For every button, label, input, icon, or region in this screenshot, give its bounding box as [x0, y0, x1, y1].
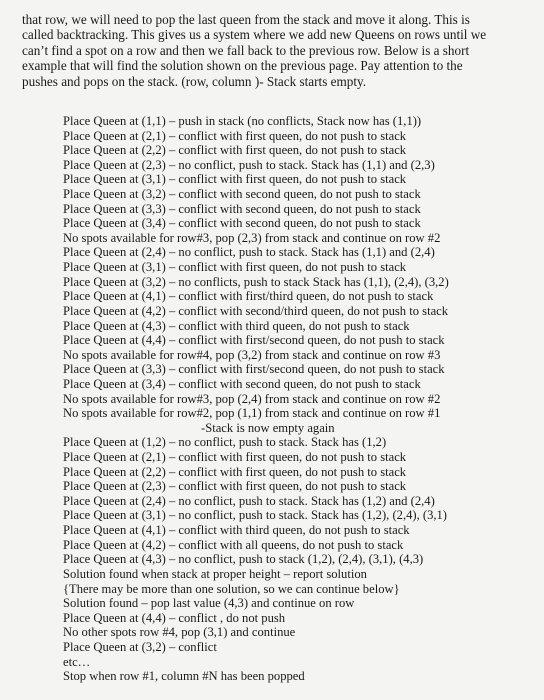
step-line: No other spots row #4, pop (3,1) and continue — [63, 625, 296, 640]
step-line: Place Queen at (2,3) – conflict with first queen, do not push to stack — [63, 479, 407, 494]
step-line: No spots available for row#2, pop (1,1) from stack and continue on row #1 — [63, 406, 441, 421]
step-line: Place Queen at (3,2) – conflict with second queen, do not push to stack — [63, 187, 421, 202]
step-line: Place Queen at (3,1) – conflict with first queen, do not push to stack — [63, 260, 407, 275]
step-line: Place Queen at (3,2) – conflict — [63, 639, 217, 654]
step-line: No spots available for row#3, pop (2,4) from stack and continue on row #2 — [63, 391, 441, 406]
backtracking-steps-list — [63, 114, 533, 684]
step-line: Place Queen at (4,3) – conflict with third queen, do not push to stack — [63, 318, 410, 333]
step-line: Place Queen at (4,1) – conflict with third queen, do not push to stack — [63, 523, 410, 538]
intro-line: called backtracking. This gives us a system where we add new Queens on rows until we — [22, 27, 487, 43]
step-line: Place Queen at (3,3) – conflict with second queen, do not push to stack — [63, 201, 421, 216]
step-line: Place Queen at (3,3) – conflict with first/second queen, do not push to stack — [63, 362, 445, 377]
step-line: No spots available for row#3, pop (2,3) from stack and continue on row #2 — [63, 230, 441, 245]
stack-empty-note: -Stack is now empty again — [201, 420, 335, 435]
step-line: Place Queen at (3,4) – conflict with second queen, do not push to stack — [63, 376, 421, 391]
step-line: Place Queen at (4,4) – conflict with first/second queen, do not push to stack — [63, 333, 445, 348]
step-line: Place Queen at (3,1) – conflict with first queen, do not push to stack — [63, 172, 407, 187]
step-line: Place Queen at (2,3) – no conflict, push to stack. Stack has (1,1) and (2,3) — [63, 157, 435, 172]
step-line: etc… — [63, 654, 91, 669]
step-line: Place Queen at (2,2) – conflict with first queen, do not push to stack — [63, 143, 407, 158]
step-line: Place Queen at (3,2) – no conflicts, push to stack Stack has (1,1), (2,4), (3,2) — [63, 274, 449, 289]
step-line: Place Queen at (3,4) – conflict with second queen, do not push to stack — [63, 216, 421, 231]
step-line: Place Queen at (2,1) – conflict with first queen, do not push to stack — [63, 128, 407, 143]
step-line: Place Queen at (4,2) – conflict with all queens, do not push to stack — [63, 537, 404, 552]
step-line: Stop when row #1, column #N has been popped — [63, 669, 305, 684]
step-line: Place Queen at (1,2) – no conflict, push to stack. Stack has (1,2) — [63, 435, 387, 450]
step-line: Place Queen at (1,1) – push in stack (no conflicts, Stack now has (1,1)) — [63, 114, 422, 128]
step-line: Place Queen at (4,4) – conflict , do not push — [63, 610, 286, 625]
step-line: Place Queen at (3,1) – no conflict, push to stack. Stack has (1,2), (2,4), (3,1) — [63, 508, 448, 523]
step-line: Place Queen at (2,4) – no conflict, push to stack. Stack has (1,2) and (2,4) — [63, 493, 435, 508]
step-line: Place Queen at (2,2) – conflict with first queen, do not push to stack — [63, 464, 407, 479]
step-line: No spots available for row#4, pop (3,2) from stack and continue on row #3 — [63, 347, 441, 362]
step-line: Solution found – pop last value (4,3) and continue on row — [63, 596, 355, 611]
step-line: Place Queen at (2,4) – no conflict, push to stack. Stack has (1,1) and (2,4) — [63, 245, 435, 260]
step-line: {There may be more than one solution, so we can continue below} — [63, 581, 400, 596]
step-line: Place Queen at (4,3) – no conflict, push to stack (1,2), (2,4), (3,1), (4,3) — [63, 552, 424, 567]
intro-paragraph — [22, 12, 534, 89]
step-line: Place Queen at (4,2) – conflict with second/third queen, do not push to stack — [63, 303, 449, 318]
intro-line: example that will find the solution shown on the previous page. Pay attention to the — [22, 58, 463, 74]
step-line: Place Queen at (2,1) – conflict with first queen, do not push to stack — [63, 450, 407, 465]
step-line: Place Queen at (4,1) – conflict with first/third queen, do not push to stack — [63, 289, 434, 304]
intro-line: can’t find a spot on a row and then we fall back to the previous row. Below is a short — [22, 42, 470, 58]
intro-line: pushes and pops on the stack. (row, column )- Stack starts empty. — [22, 73, 367, 89]
intro-line: that row, we will need to pop the last queen from the stack and move it along. This is — [22, 12, 470, 27]
step-line: Solution found when stack at proper height – report solution — [63, 566, 367, 581]
